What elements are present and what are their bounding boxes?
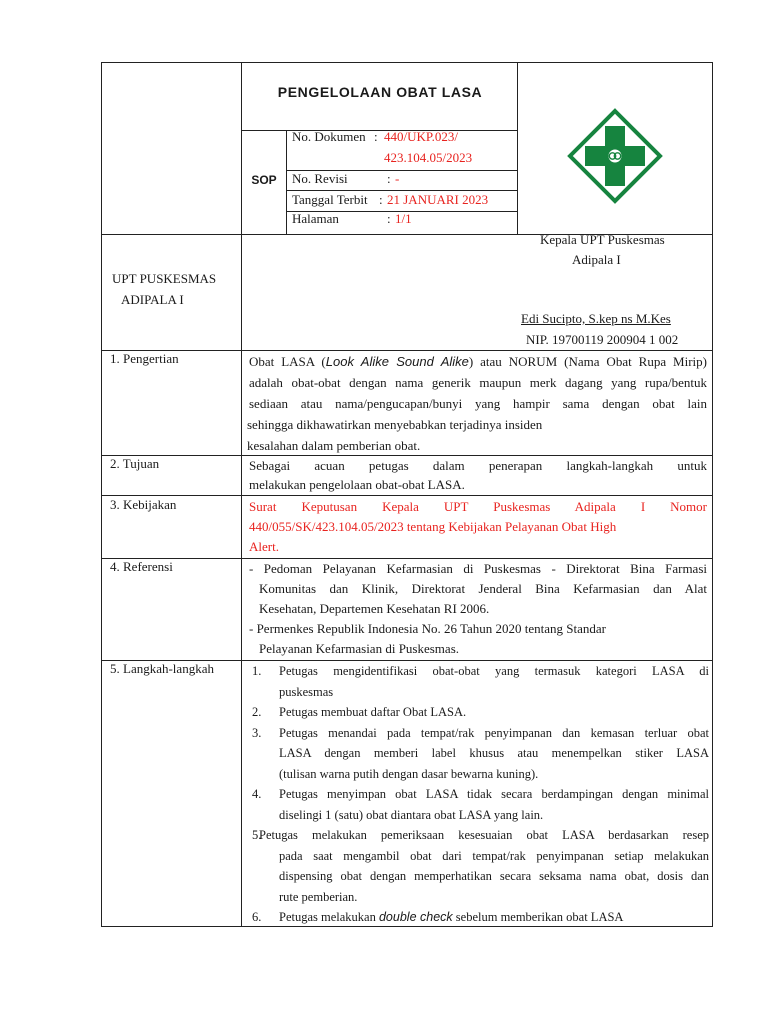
tujuan-body [249, 456, 707, 494]
document-title: PENGELOLAAN OBAT LASA [277, 84, 483, 100]
halaman-label: Halaman [292, 211, 339, 226]
pengertian-label: 1. Pengertian [110, 351, 179, 366]
kebijakan-body [249, 497, 707, 557]
list-item: 6. Petugas melakukan double check sebelum memberikan obat LASA [249, 907, 709, 928]
langkah-steps [249, 661, 709, 928]
pengertian-body [249, 351, 707, 456]
signatory-nip: NIP. 19700119 200904 1 002 [526, 332, 679, 347]
list-item: 5. Petugas melakukan pemeriksaan kesesuaian obat LASA berdasarkan resep pada saat mengambil obat dari tempat/rak penyimpanan setiap melakukan dispensing obat dengan memperhatikan secara seksama nama obat, dosis dan rute pemberian. [249, 825, 709, 907]
referensi-1-line-3: Kesehatan, Departemen Kesehatan RI 2006. [259, 601, 490, 616]
pengertian-line-2: adalah obat-obat dengan nama generik maupun merk dagang yang rupa/bentuk [249, 375, 707, 390]
kebijakan-line-3: Alert. [249, 539, 279, 554]
sop-col-divider [286, 130, 287, 234]
no-dokumen-colon: : [374, 129, 378, 144]
no-revisi-label: No. Revisi [292, 171, 348, 186]
pengertian-line-4: sehingga dikhawatirkan menyebabkan terjadinya insiden [247, 417, 543, 432]
list-item: 3. Petugas menandai pada tempat/rak penyimpanan dan kemasan terluar obat LASA dengan memberi label khusus atau menempelkan stiker LASA (tulisan warna putih dengan dasar bewarna kuning). [249, 723, 709, 785]
step-number: 2. [252, 705, 262, 719]
tujuan-line-1: Sebagai acuan petugas dalam penerapan langkah-langkah untuk [249, 458, 707, 473]
pengertian-line-3: sediaan atau nama/pengucapan/bunyi yang hampir sama dengan obat lain [249, 396, 707, 411]
step-number: 1. [252, 664, 262, 678]
referensi-label: 4. Referensi [110, 559, 173, 574]
kebijakan-line-2: 440/055/SK/423.104.05/2023 tentang Kebijakan Pelayanan Obat High [249, 519, 617, 534]
sop-label: SOP [251, 173, 277, 187]
double-check-term: double check [378, 910, 453, 924]
halaman-colon: : [387, 211, 391, 226]
referensi-body [249, 559, 707, 659]
docinfo-divider-2 [286, 190, 518, 191]
kebijakan-line-1: Surat Keputusan Kepala UPT Puskesmas Adipala I Nomor [249, 499, 707, 514]
puskesmas-logo [567, 108, 663, 204]
list-item: 4. Petugas menyimpan obat LASA tidak secara berdampingan dengan minimal diselingi 1 (satu) obat diantara obat LASA yang lain. [249, 784, 709, 825]
referensi-2-line-2: Pelayanan Kefarmasian di Puskesmas. [259, 641, 460, 656]
no-dokumen-value-2: 423.104.05/2023 [384, 150, 473, 165]
no-dokumen-label: No. Dokumen [292, 129, 366, 144]
tanggal-terbit-colon: : [379, 192, 383, 207]
table-border-top [101, 62, 713, 63]
tujuan-line-2: melakukan pengelolaan obat-obat LASA. [249, 477, 465, 492]
puskesmas-logo-icon [567, 108, 663, 204]
no-revisi-colon: : [387, 171, 391, 186]
signatory-name: Edi Sucipto, S.kep ns M.Kes [521, 311, 671, 326]
no-dokumen-value-1: 440/UKP.023/ [384, 129, 459, 144]
list-item: 2. Petugas membuat daftar Obat LASA. [249, 702, 709, 723]
org-name-line1: UPT PUSKESMAS [112, 271, 217, 286]
org-name-line2: ADIPALA I [121, 292, 184, 307]
step-number: 6. [252, 910, 262, 924]
tanggal-terbit-value: 21 JANUARI 2023 [387, 192, 489, 207]
signatory-title-line2: Adipala I [572, 252, 621, 267]
step-number: 3. [252, 725, 262, 740]
referensi-2-line-1: - Permenkes Republik Indonesia No. 26 Tahun 2020 tentang Standar [249, 621, 607, 636]
tanggal-terbit-label: Tanggal Terbit [292, 192, 368, 207]
langkah-label: 5. Langkah-langkah [110, 661, 214, 676]
list-item: 1. Petugas mengidentifikasi obat-obat yang termasuk kategori LASA di puskesmas [249, 661, 709, 702]
referensi-1-line-1: - Pedoman Pelayanan Kefarmasian di Puskesmas - Direktorat Bina Farmasi [249, 561, 707, 576]
lasa-term: Look Alike Sound Alike [325, 354, 469, 369]
halaman-value: 1/1 [395, 211, 412, 226]
title-divider [241, 130, 518, 131]
signatory-title-line1: Kepala UPT Puskesmas [540, 232, 665, 247]
tujuan-label: 2. Tujuan [110, 456, 160, 471]
kebijakan-label: 3. Kebijakan [110, 497, 177, 512]
step-number: 5. [252, 828, 262, 842]
pengertian-line-1: Obat LASA (Look Alike Sound Alike) atau NORUM (Nama Obat Rupa Mirip) [249, 354, 707, 369]
referensi-1-line-2: Komunitas dan Klinik, Direktorat Jenderal Bina Kefarmasian dan Alat [259, 581, 707, 596]
step-number: 4. [252, 787, 262, 801]
no-revisi-value: - [395, 171, 400, 186]
pengertian-line-5: kesalahan dalam pemberian obat. [247, 438, 421, 453]
section-divider-kebijakan [101, 495, 713, 496]
